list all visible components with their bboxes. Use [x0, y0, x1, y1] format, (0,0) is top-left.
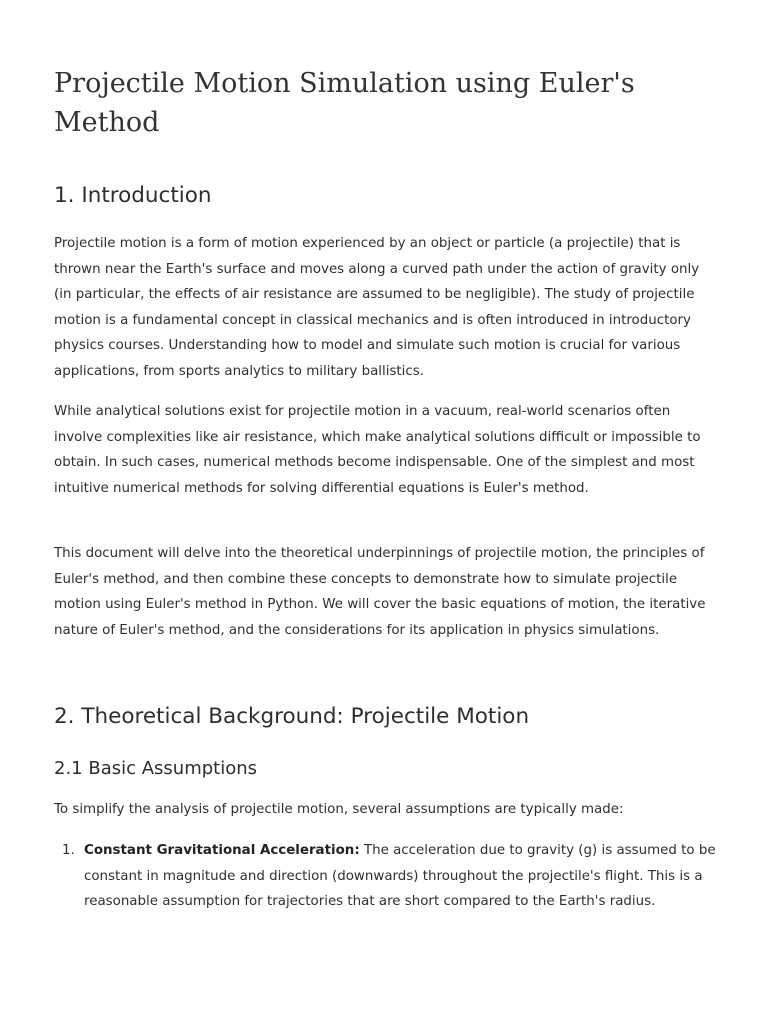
assumptions-lead-paragraph: To simplify the analysis of projectile motion, several assumptions are typically made:: [54, 802, 624, 817]
intro-paragraph-3: This document will delve into the theoretical underpinnings of projectile motion, the principles of Euler's method, and then combine these concepts to demonstrate how to simulate projectile motion using Euler's method in Python. We will cover the basic equations of motion, the iterative nature of Euler's method, and the considerations for its application in physics simulations.: [54, 546, 706, 638]
list-item-term: Constant Gravitational Acceleration:: [84, 843, 360, 858]
section-heading-introduction: 1. Introduction: [54, 183, 212, 208]
document-title: Projectile Motion Simulation using Euler's Method: [54, 68, 635, 138]
assumptions-list: [54, 838, 718, 915]
subsection-heading-basic-assumptions: 2.1 Basic Assumptions: [54, 758, 258, 779]
section-heading-theoretical-background: 2. Theoretical Background: Projectile Motion: [54, 704, 530, 729]
list-item-number: 1.: [62, 843, 75, 858]
list-item: [54, 838, 718, 915]
list-item-text: The acceleration due to gravity (g) is assumed to be constant in magnitude and direction (downwards) throughout the projectile's flight. This is a reasonable assumption for trajectories that are short compared to the Earth's radius.: [84, 843, 716, 910]
intro-paragraph-2: While analytical solutions exist for projectile motion in a vacuum, real-world scenarios often involve complexities like air resistance, which make analytical solutions difficult or impossible to obtain. In such cases, numerical methods become indispensable. One of the simplest and most intuitive numerical methods for solving differential equations is Euler's method.: [54, 404, 701, 496]
intro-paragraph-1: Projectile motion is a form of motion experienced by an object or particle (a projectile) that is thrown near the Earth's surface and moves along a curved path under the action of gravity only (in particular, the effects of air resistance are assumed to be negligible). The study of projectile motion is a fundamental concept in classical mechanics and is often introduced in introductory physics courses. Understanding how to model and simulate such motion is crucial for various applications, from sports analytics to military ballistics.: [54, 236, 700, 379]
